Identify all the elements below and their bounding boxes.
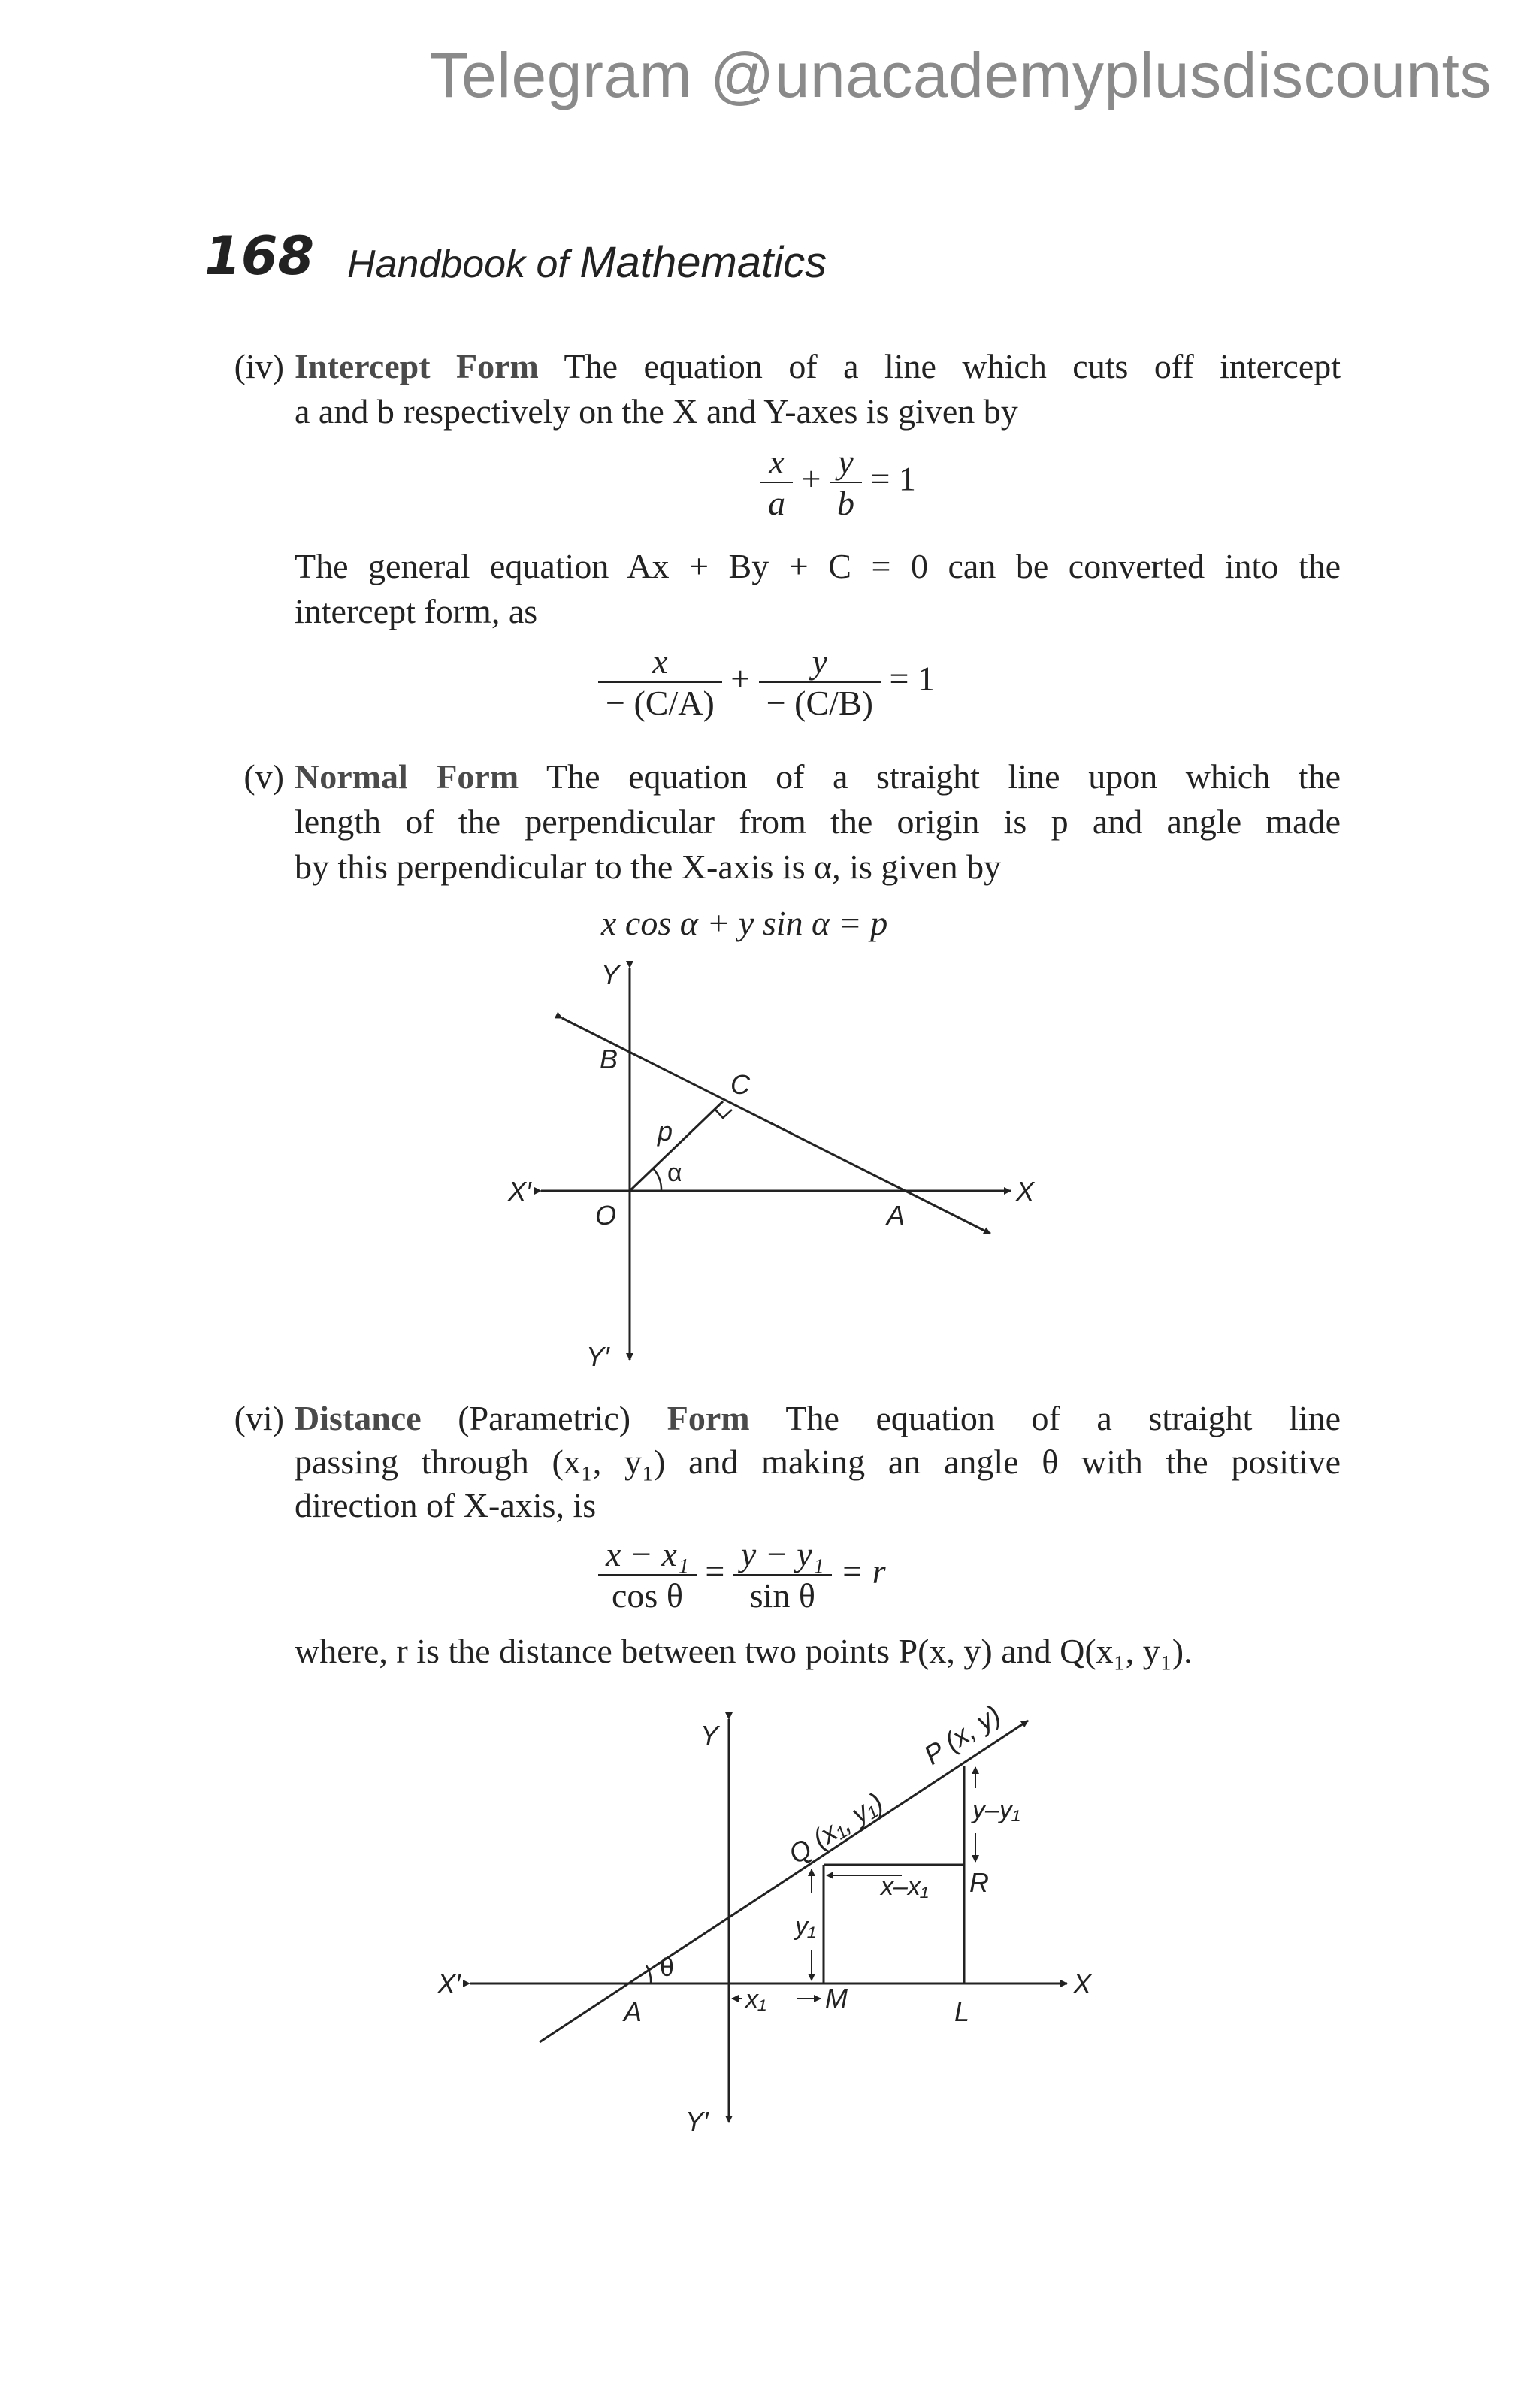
section-v-label: (v) xyxy=(243,757,284,796)
label-C: C xyxy=(730,1069,750,1100)
label-Y-prime: Y′ xyxy=(685,2106,709,2137)
section-vi-where-line: where, r is the distance between two points P(x, y) and Q(x₁, y₁). xyxy=(295,1632,1193,1670)
page-number: 168 xyxy=(204,225,315,287)
normal-form-equation: x cos α + y sin α = p xyxy=(601,904,888,942)
label-x1: x₁ xyxy=(745,1985,766,2014)
book-title-main: Mathematics xyxy=(579,238,827,287)
label-Y: Y xyxy=(700,1720,719,1751)
section-v-title: Normal Form xyxy=(295,757,519,796)
label-Q: Q (x₁, y₁) xyxy=(783,1786,889,1870)
label-X: X xyxy=(1016,1176,1035,1207)
parametric-equation: $\frac{\text{x − x₁}}{\text{cos θ}}$ = $\frac{\text{y − y₁}}{\text{sin θ}}$ = r xyxy=(598,1534,886,1615)
right-angle-mark xyxy=(715,1109,732,1118)
label-Y-prime: Y′ xyxy=(586,1341,609,1372)
label-alpha: α xyxy=(667,1159,682,1187)
label-y1: y₁ xyxy=(795,1912,816,1941)
label-B: B xyxy=(600,1044,618,1074)
section-v-line1-text: The equation of a straight line upon which the xyxy=(546,757,1341,796)
section-vi-line2: passing through (x₁, y₁) and making an angle θ with the positive xyxy=(295,1443,1341,1481)
section-vi-title-b: (Parametric) xyxy=(458,1399,631,1437)
normal-form-figure xyxy=(481,954,1082,1375)
label-R: R xyxy=(969,1867,989,1898)
section-iv-general-line1: The general equation Ax + By + C = 0 can be converted into the xyxy=(295,547,1341,585)
section-vi-line3: direction of X-axis, is xyxy=(295,1486,597,1524)
section-v-line3: by this perpendicular to the X-axis is α, is given by xyxy=(295,847,1002,886)
section-vi-line1 xyxy=(295,1396,1341,1441)
label-O: O xyxy=(595,1200,617,1231)
section-iv-title: Intercept Form xyxy=(295,347,539,385)
section-vi-title-c: Form xyxy=(667,1399,750,1437)
label-p: p xyxy=(658,1116,673,1147)
section-iv-line2: a and b respectively on the X and Y-axes is given by xyxy=(295,392,1018,431)
label-theta: θ xyxy=(660,1953,674,1982)
label-X: X xyxy=(1073,1968,1092,1999)
section-v-line1 xyxy=(295,754,1341,799)
section-iv-general-line2: intercept form, as xyxy=(295,592,538,630)
inclined-line xyxy=(540,1721,1028,2042)
section-vi-label: (vi) xyxy=(234,1399,284,1437)
section-iv-label: (iv) xyxy=(234,347,284,385)
label-A: A xyxy=(624,1996,643,2027)
section-v-line2: length of the perpendicular from the origin is p and angle made xyxy=(295,802,1341,841)
parametric-form-figure xyxy=(421,1690,1142,2156)
label-P: P (x, y) xyxy=(918,1698,1006,1771)
intercept-general-equation: $\frac{x}{- (C/A)}$ + $\frac{y}{- (C/B)}$ = 1 xyxy=(598,642,935,723)
label-y-minus-y1: y–y₁ xyxy=(972,1796,1020,1824)
intercept-equation: $\frac{x}{a}$ + $\frac{y}{b}$ = 1 xyxy=(760,442,916,523)
label-M: M xyxy=(825,1983,848,2014)
section-vi-line1-text: The equation of a straight line xyxy=(785,1399,1341,1437)
label-L: L xyxy=(954,1996,970,2027)
label-Y: Y xyxy=(601,959,620,990)
label-X-prime: X′ xyxy=(437,1968,461,1999)
book-title-prefix: Handbook of xyxy=(347,243,569,286)
section-iv-line1-text: The equation of a line which cuts off intercept xyxy=(564,347,1341,385)
label-X-prime: X′ xyxy=(508,1176,531,1207)
watermark: Telegram @unacademyplusdiscounts xyxy=(429,40,1492,110)
label-A: A xyxy=(887,1200,906,1231)
alpha-arc xyxy=(653,1168,661,1191)
section-iv-line1 xyxy=(295,344,1341,389)
section-vi-title-a: Distance xyxy=(295,1399,422,1437)
straight-line xyxy=(562,1018,990,1234)
book-title xyxy=(347,237,827,288)
label-x-minus-x1: x–x₁ xyxy=(881,1872,929,1901)
